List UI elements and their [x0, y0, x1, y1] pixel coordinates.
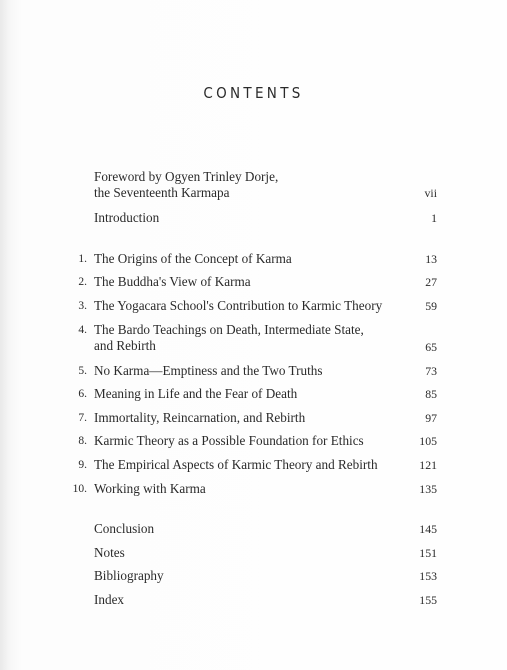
toc-entry-page: 27 — [425, 275, 437, 289]
chapter-number: 3. — [78, 300, 87, 312]
toc-entry-title: Karmic Theory as a Possible Foundation for Ethics — [94, 433, 364, 448]
toc-entry-page: 73 — [425, 364, 437, 378]
contents-heading: CONTENTS — [203, 84, 304, 102]
chapter-number: 10. — [72, 483, 87, 495]
chapter-number: 8. — [78, 435, 87, 447]
chapter-number: 7. — [78, 412, 87, 424]
toc-entry-page: 59 — [425, 299, 437, 313]
toc-entry-title-continued: the Seventeenth Karmapa — [94, 185, 230, 200]
toc-entry-page: 1 — [431, 211, 437, 225]
chapter-number: 1. — [78, 253, 87, 265]
toc-entry-page: 13 — [425, 252, 437, 266]
toc-entry-title: Notes — [94, 545, 125, 560]
toc-entry-page: 155 — [419, 593, 437, 607]
chapter-number: 2. — [78, 276, 87, 288]
toc-entry-page: 65 — [425, 340, 437, 354]
toc-entry-page: 97 — [425, 411, 437, 425]
toc-entry-title: Meaning in Life and the Fear of Death — [94, 386, 298, 401]
toc-entry-page: 145 — [419, 522, 437, 536]
chapter-number: 9. — [78, 459, 87, 471]
toc-entry-title: Working with Karma — [94, 481, 206, 496]
chapter-number: 4. — [78, 324, 87, 336]
chapter-number: 6. — [78, 388, 87, 400]
chapter-number: 5. — [78, 365, 87, 377]
toc-entry-title: The Yogacara School's Contribution to Karmic Theory — [94, 298, 383, 313]
toc-entry-page: 135 — [419, 482, 437, 496]
toc-entry-title: The Empirical Aspects of Karmic Theory and Rebirth — [94, 457, 378, 472]
toc-entry-page: vii — [424, 186, 437, 200]
toc-entry-title: The Origins of the Concept of Karma — [94, 251, 292, 266]
toc-entry-title: Bibliography — [94, 568, 164, 583]
toc-entry-title-continued: and Rebirth — [94, 338, 156, 353]
toc-entry-page: 153 — [419, 569, 437, 583]
toc-entry-page: 105 — [419, 434, 437, 448]
toc-entry-page: 85 — [425, 387, 437, 401]
toc-entry-title: Introduction — [94, 210, 160, 225]
toc-entry-page: 121 — [419, 458, 437, 472]
toc-entry-title: Immortality, Reincarnation, and Rebirth — [94, 410, 306, 425]
toc-entry-title: Index — [94, 592, 125, 607]
toc-entry-page: 151 — [419, 546, 437, 560]
toc-entry-title: The Bardo Teachings on Death, Intermediate State, — [94, 322, 364, 337]
toc-entry-title: No Karma—Emptiness and the Two Truths — [94, 363, 323, 378]
toc-entry-title: Conclusion — [94, 521, 155, 536]
toc-entry-title: Foreword by Ogyen Trinley Dorje, — [94, 169, 279, 184]
toc-entry-title: The Buddha's View of Karma — [94, 274, 251, 289]
